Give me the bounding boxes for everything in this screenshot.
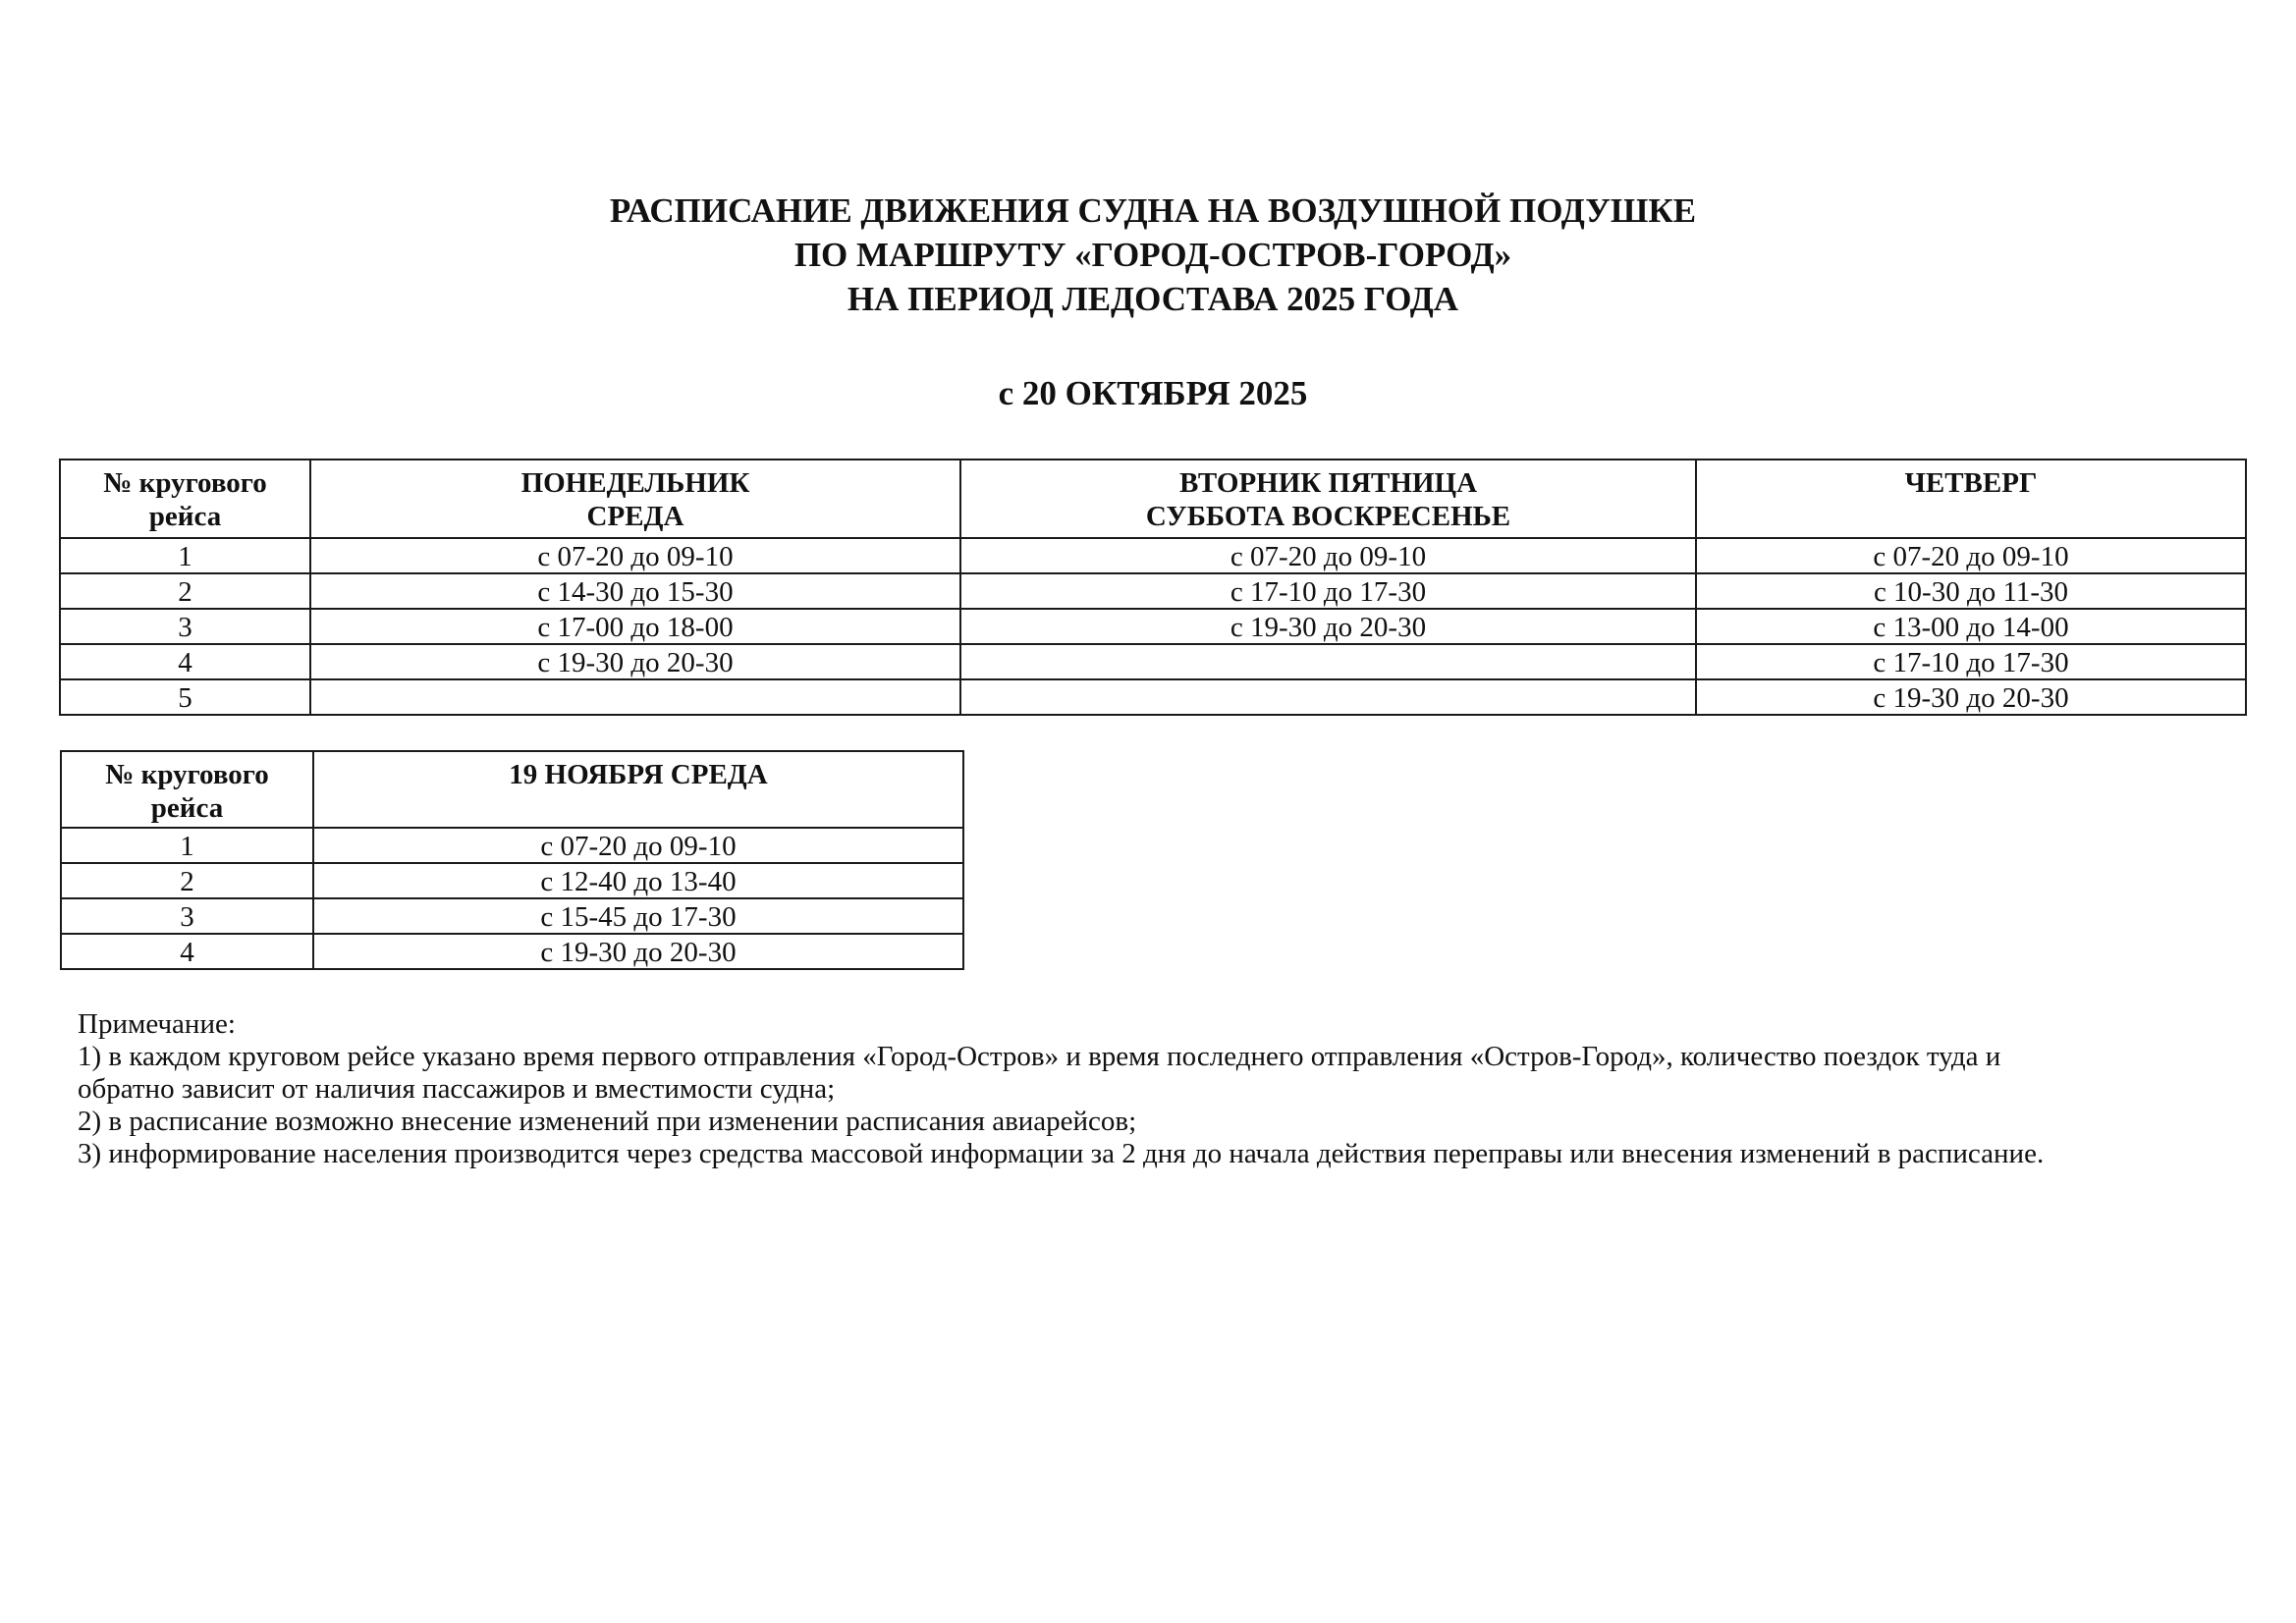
monday-wednesday-time-cell [310,679,960,715]
time-cell: с 19-30 до 20-30 [313,934,963,969]
trip-number-header-line-1: № кругового [103,467,267,499]
notes-section [78,1008,2218,1170]
trip-number-cell: 2 [60,573,310,609]
monday-wednesday-header [310,460,960,538]
november-19-header: 19 НОЯБРЯ СРЕДА [313,751,963,828]
notes-heading: Примечание: [78,1008,236,1040]
table-row [61,934,963,969]
trip-number-header [60,460,310,538]
tue-fri-sat-sun-header-line-2: СУББОТА ВОСКРЕСЕНЬЕ [1145,501,1511,532]
table-header-row [60,460,2246,538]
tue-fri-sat-sun-header-line-1: ВТОРНИК ПЯТНИЦА [1178,467,1478,499]
monday-wednesday-time-cell: с 07-20 до 09-10 [310,538,960,573]
table-header-row [61,751,963,828]
time-cell: с 12-40 до 13-40 [313,863,963,898]
trip-number-header-line-2: рейса [150,792,224,824]
special-date-schedule-table [60,750,964,970]
tue-fri-sat-sun-time-cell: с 17-10 до 17-30 [960,573,1696,609]
trip-number-cell: 5 [60,679,310,715]
thursday-time-cell: с 07-20 до 09-10 [1696,538,2246,573]
monday-wednesday-time-cell: с 17-00 до 18-00 [310,609,960,644]
trip-number-cell: 2 [61,863,313,898]
thursday-header: ЧЕТВЕРГ [1696,460,2246,538]
trip-number-cell: 4 [61,934,313,969]
monday-wednesday-header-line-1: ПОНЕДЕЛЬНИК [520,467,750,499]
table-row [60,679,2246,715]
tue-fri-sat-sun-time-cell [960,679,1696,715]
time-cell: с 07-20 до 09-10 [313,828,963,863]
tue-fri-sat-sun-time-cell: с 19-30 до 20-30 [960,609,1696,644]
table-row [61,828,963,863]
table-row [60,644,2246,679]
thursday-time-cell: с 13-00 до 14-00 [1696,609,2246,644]
trip-number-header [61,751,313,828]
trip-number-header-line-1: № кругового [105,759,269,790]
note-1-line-1: 1) в каждом круговом рейсе указано время первого отправления «Город-Остров» и время последнего отправления «Остров-Город», количество поездок туда и [78,1041,2001,1072]
table-row [60,573,2246,609]
trip-number-header-line-2: рейса [148,501,222,532]
tue-fri-sat-sun-time-cell [960,644,1696,679]
thursday-time-cell: с 10-30 до 11-30 [1696,573,2246,609]
note-1-line-2: обратно зависит от наличия пассажиров и вместимости судна; [78,1073,836,1105]
trip-number-cell: 4 [60,644,310,679]
monday-wednesday-time-cell: с 14-30 до 15-30 [310,573,960,609]
monday-wednesday-header-line-2: СРЕДА [586,501,684,532]
thursday-time-cell: с 19-30 до 20-30 [1696,679,2246,715]
title-line-1: РАСПИСАНИЕ ДВИЖЕНИЯ СУДНА НА ВОЗДУШНОЙ ПОДУШКЕ [609,191,1697,230]
thursday-time-cell: с 17-10 до 17-30 [1696,644,2246,679]
table-row [60,538,2246,573]
note-2: 2) в расписание возможно внесение изменений при изменении расписания авиарейсов; [78,1106,1137,1137]
effective-date: с 20 ОКТЯБРЯ 2025 [998,374,1308,412]
trip-number-cell: 3 [61,898,313,934]
trip-number-cell: 3 [60,609,310,644]
tue-fri-sat-sun-header [960,460,1696,538]
weekly-schedule-table [59,459,2247,716]
time-cell: с 15-45 до 17-30 [313,898,963,934]
document-title [0,189,2296,321]
table-row [60,609,2246,644]
trip-number-cell: 1 [61,828,313,863]
title-line-3: НА ПЕРИОД ЛЕДОСТАВА 2025 ГОДА [847,280,1459,318]
monday-wednesday-time-cell: с 19-30 до 20-30 [310,644,960,679]
title-line-2: ПО МАРШРУТУ «ГОРОД-ОСТРОВ-ГОРОД» [793,236,1512,274]
table-row [61,898,963,934]
tue-fri-sat-sun-time-cell: с 07-20 до 09-10 [960,538,1696,573]
table-row [61,863,963,898]
note-3: 3) информирование населения производится через средства массовой информации за 2 дня до начала действия переправы или внесения изменений в расписание. [78,1138,2045,1169]
trip-number-cell: 1 [60,538,310,573]
